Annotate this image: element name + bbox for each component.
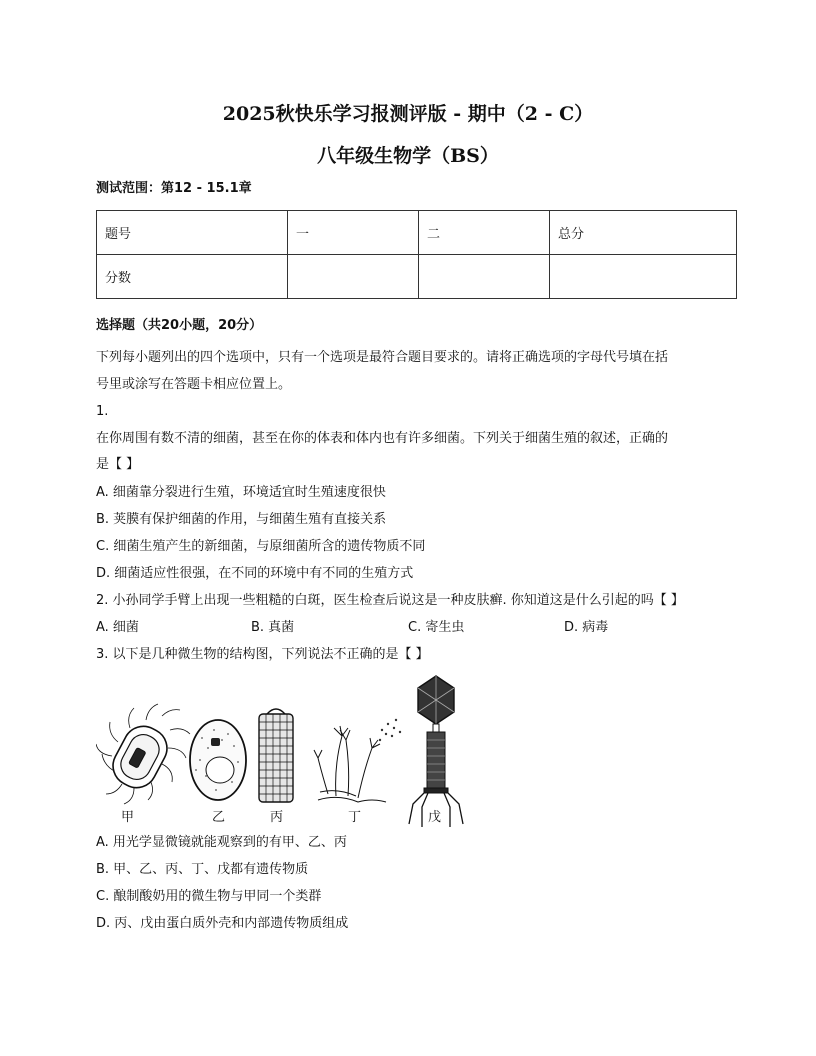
table-row xyxy=(97,211,737,255)
option-c[interactable]: C. 酿制酸奶用的微生物与甲同一个类群 xyxy=(96,889,322,904)
option-a[interactable]: A. 细菌 xyxy=(96,620,139,635)
figure-label-jia: 甲 xyxy=(121,810,135,825)
tmv-virus-illustration xyxy=(259,709,293,802)
option-b[interactable]: B. 甲、乙、丙、丁、戊都有遗传物质 xyxy=(96,862,309,877)
figure-label-wu: 戊 xyxy=(428,810,442,825)
instruction-text: 下列每小题列出的四个选项中，只有一个选项是最符合题目要求的。请将正确选项的字母代号填在括 xyxy=(96,350,669,365)
table-cell: 一 xyxy=(288,211,419,255)
yeast-illustration xyxy=(190,720,246,800)
bacteriophage-illustration xyxy=(409,676,463,827)
section-heading: 选择题（共20小题，20分） xyxy=(96,318,263,333)
score-table xyxy=(96,210,737,299)
score-input-cell[interactable] xyxy=(550,255,737,299)
table-row xyxy=(97,255,737,299)
table-cell: 分数 xyxy=(97,255,288,299)
question-stem: 在你周围有数不清的细菌，甚至在你的体表和体内也有许多细菌。下列关于细菌生殖的叙述，正确的 xyxy=(96,431,669,446)
score-input-cell[interactable] xyxy=(288,255,419,299)
option-a[interactable]: A. 细菌靠分裂进行生殖，环境适宜时生殖速度很快 xyxy=(96,485,386,500)
option-c[interactable]: C. 细菌生殖产生的新细菌，与原细菌所含的遗传物质不同 xyxy=(96,539,426,554)
option-c[interactable]: C. 寄生虫 xyxy=(408,620,465,635)
question-stem: 3. 以下是几种微生物的结构图，下列说法不正确的是【 】 xyxy=(96,647,429,662)
option-a[interactable]: A. 用光学显微镜就能观察到的有甲、乙、丙 xyxy=(96,835,347,850)
table-cell: 二 xyxy=(419,211,550,255)
figure-label-yi: 乙 xyxy=(212,810,226,825)
instruction-text: 号里或涂写在答题卡相应位置上。 xyxy=(96,377,292,392)
figure-label-ding: 丁 xyxy=(348,810,362,825)
score-input-cell[interactable] xyxy=(419,255,550,299)
option-d[interactable]: D. 丙、戊由蛋白质外壳和内部遗传物质组成 xyxy=(96,916,349,931)
figure-label-bing: 丙 xyxy=(270,810,284,825)
question-number: 1. xyxy=(96,404,109,419)
test-scope: 测试范围：第12 - 15.1章 xyxy=(96,181,252,196)
table-cell: 题号 xyxy=(97,211,288,255)
mold-illustration xyxy=(314,719,401,802)
bacterium-illustration xyxy=(96,704,190,804)
question-stem: 是【 】 xyxy=(96,457,140,472)
option-d[interactable]: D. 细菌适应性很强，在不同的环境中有不同的生殖方式 xyxy=(96,566,414,581)
exam-subtitle: 八年级生物学（BS） xyxy=(317,145,499,167)
question-stem: 2. 小孙同学手臂上出现一些粗糙的白斑，医生检查后说这是一种皮肤癣. 你知道这是什么引起的吗【 】 xyxy=(96,593,684,608)
option-d[interactable]: D. 病毒 xyxy=(564,620,609,635)
table-cell: 总分 xyxy=(550,211,737,255)
option-b[interactable]: B. 真菌 xyxy=(251,620,295,635)
option-b[interactable]: B. 荚膜有保护细菌的作用，与细菌生殖有直接关系 xyxy=(96,512,387,527)
exam-title: 2025秋快乐学习报测评版 - 期中（2 - C） xyxy=(222,103,594,125)
microbe-figure xyxy=(96,672,476,828)
